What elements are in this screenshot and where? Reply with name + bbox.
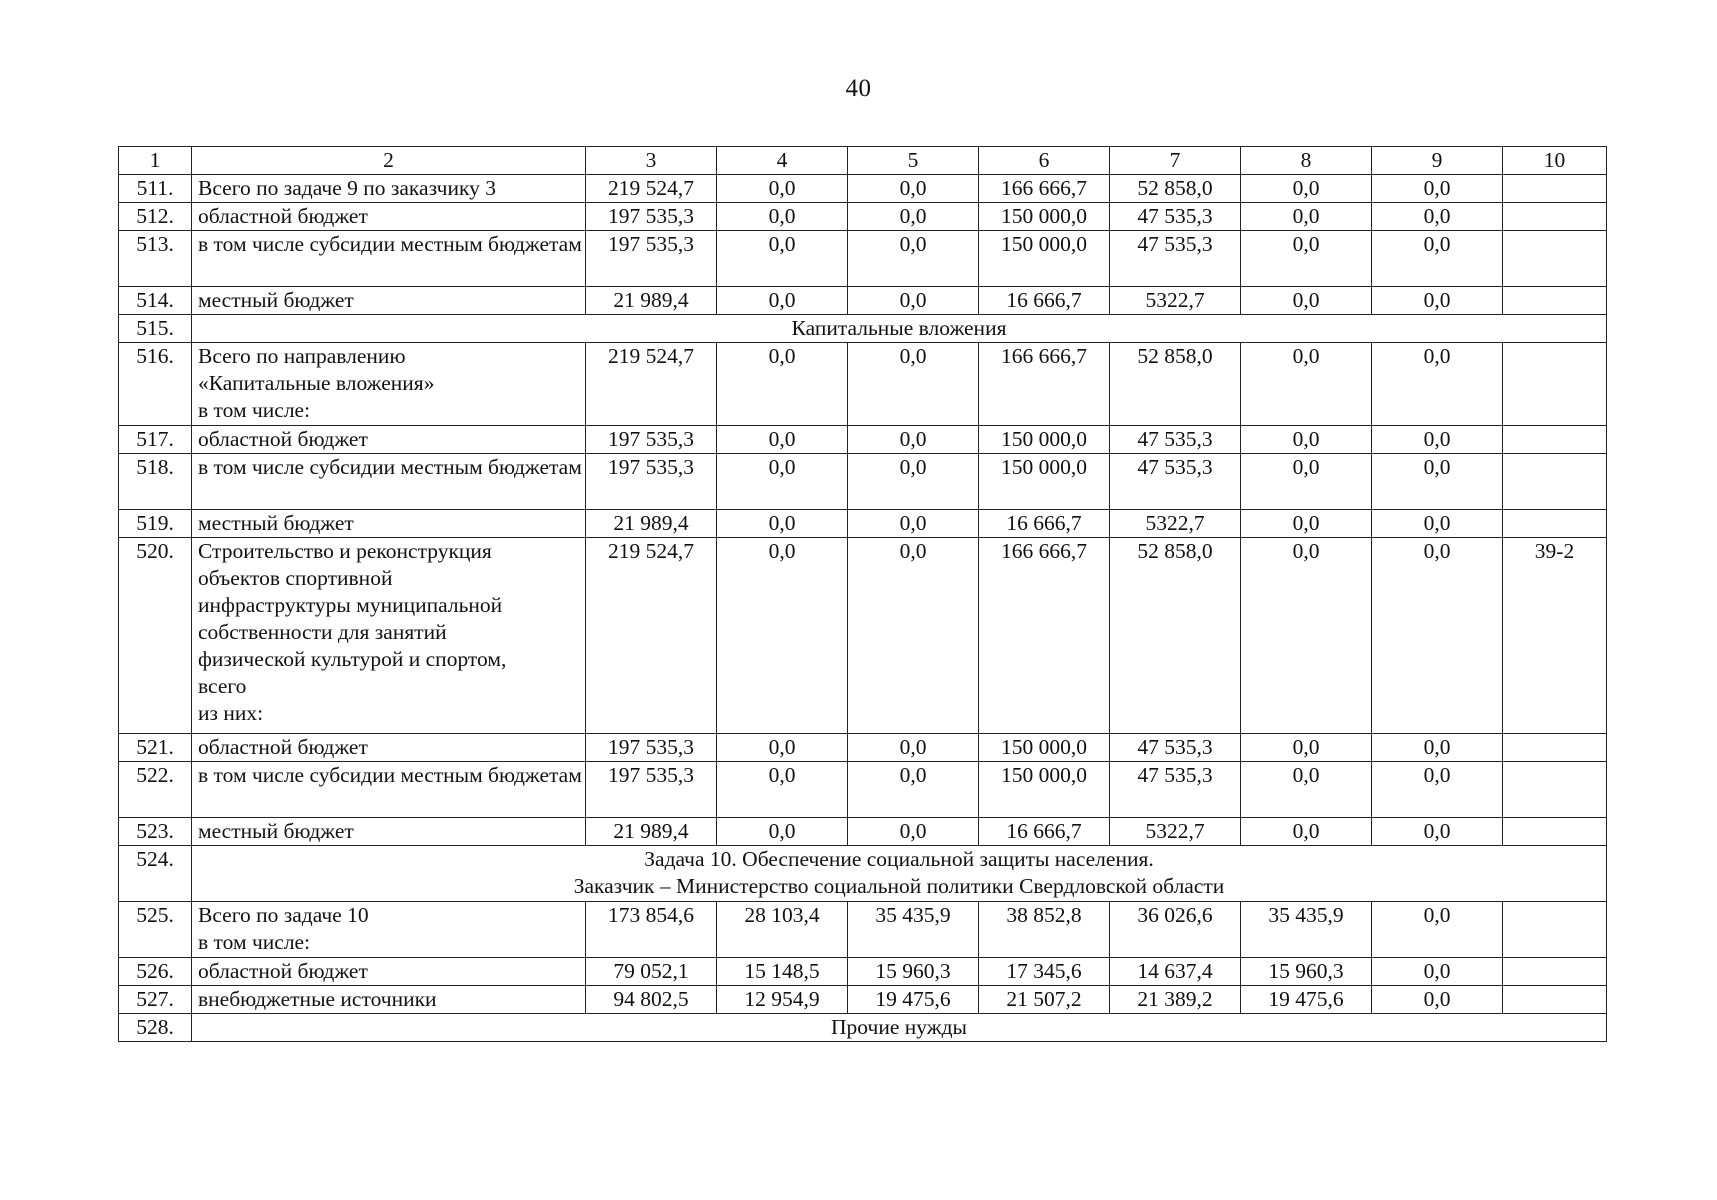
table-row: [119, 734, 1607, 762]
table-row: [119, 454, 1607, 510]
section-title: [192, 1014, 1607, 1042]
section-row: [119, 315, 1607, 343]
amount-cell: 0,0: [1241, 510, 1372, 538]
amount-cell: 35 435,9: [848, 902, 979, 958]
amount-cell: 166 666,7: [979, 538, 1110, 734]
row-label: областной бюджет: [192, 203, 586, 231]
amount-cell: 0,0: [717, 454, 848, 510]
row-number: 526.: [119, 958, 192, 986]
section-title-line: Заказчик – Министерство социальной политики Свердловской области: [573, 874, 1225, 898]
amount-cell: 0,0: [1241, 818, 1372, 846]
row-label-line: из них:: [198, 701, 264, 725]
amount-cell: 16 666,7: [979, 287, 1110, 315]
reference-cell: [1503, 203, 1607, 231]
row-label: внебюджетные источники: [192, 986, 586, 1014]
row-number: 522.: [119, 762, 192, 818]
row-number: 520.: [119, 538, 192, 734]
amount-cell: 17 345,6: [979, 958, 1110, 986]
amount-cell: 0,0: [1372, 175, 1503, 203]
table-row: [119, 175, 1607, 203]
amount-cell: 0,0: [1372, 287, 1503, 315]
table-row: [119, 538, 1607, 734]
row-number: 519.: [119, 510, 192, 538]
table-row: [119, 986, 1607, 1014]
amount-cell: 0,0: [717, 762, 848, 818]
amount-cell: 19 475,6: [848, 986, 979, 1014]
amount-cell: 0,0: [848, 762, 979, 818]
amount-cell: 0,0: [717, 510, 848, 538]
amount-cell: 0,0: [1372, 203, 1503, 231]
reference-cell: [1503, 287, 1607, 315]
amount-cell: 0,0: [717, 175, 848, 203]
section-title-line: Задача 10. Обеспечение социальной защиты населения.: [644, 847, 1154, 871]
row-number: 523.: [119, 818, 192, 846]
amount-cell: 0,0: [848, 343, 979, 426]
amount-cell: 47 535,3: [1110, 454, 1241, 510]
row-label: местный бюджет: [192, 510, 586, 538]
amount-cell: 36 026,6: [1110, 902, 1241, 958]
amount-cell: 0,0: [1372, 762, 1503, 818]
row-label: областной бюджет: [192, 426, 586, 454]
column-header: 7: [1110, 147, 1241, 175]
amount-cell: 12 954,9: [717, 986, 848, 1014]
row-label: [192, 902, 586, 958]
amount-cell: 150 000,0: [979, 426, 1110, 454]
row-label-line: Всего по направлению: [198, 344, 406, 368]
amount-cell: 0,0: [1241, 762, 1372, 818]
row-label-line: всего: [198, 674, 247, 698]
amount-cell: 52 858,0: [1110, 538, 1241, 734]
reference-cell: [1503, 426, 1607, 454]
amount-cell: 0,0: [717, 343, 848, 426]
amount-cell: 52 858,0: [1110, 175, 1241, 203]
table-row: [119, 287, 1607, 315]
amount-cell: 150 000,0: [979, 203, 1110, 231]
amount-cell: 0,0: [1372, 902, 1503, 958]
row-label-line: в том числе:: [198, 398, 311, 422]
amount-cell: 5322,7: [1110, 510, 1241, 538]
amount-cell: 21 507,2: [979, 986, 1110, 1014]
amount-cell: 150 000,0: [979, 231, 1110, 287]
row-number: 528.: [119, 1014, 192, 1042]
row-label-line: Строительство и реконструкция: [198, 539, 492, 563]
amount-cell: 219 524,7: [586, 538, 717, 734]
table-row: [119, 818, 1607, 846]
reference-cell: [1503, 986, 1607, 1014]
reference-cell: [1503, 734, 1607, 762]
amount-cell: 0,0: [1241, 231, 1372, 287]
amount-cell: 15 960,3: [1241, 958, 1372, 986]
column-header: 4: [717, 147, 848, 175]
row-label-line: собственности для занятий: [198, 620, 447, 644]
amount-cell: 47 535,3: [1110, 231, 1241, 287]
amount-cell: 150 000,0: [979, 454, 1110, 510]
amount-cell: 0,0: [1241, 454, 1372, 510]
amount-cell: 47 535,3: [1110, 762, 1241, 818]
row-number: 512.: [119, 203, 192, 231]
table-body: [119, 175, 1607, 1042]
amount-cell: 0,0: [1372, 343, 1503, 426]
row-label: областной бюджет: [192, 958, 586, 986]
column-number-row: [119, 147, 1607, 175]
amount-cell: 0,0: [1241, 287, 1372, 315]
amount-cell: 0,0: [1241, 343, 1372, 426]
amount-cell: 14 637,4: [1110, 958, 1241, 986]
reference-cell: [1503, 818, 1607, 846]
row-label-line: Всего по задаче 10: [198, 903, 369, 927]
amount-cell: 0,0: [1372, 986, 1503, 1014]
row-label: в том числе субсидии местным бюджетам: [192, 454, 586, 510]
amount-cell: 0,0: [717, 426, 848, 454]
reference-cell: [1503, 175, 1607, 203]
amount-cell: 0,0: [1372, 734, 1503, 762]
section-title-line: Капитальные вложения: [791, 316, 1007, 340]
row-label: местный бюджет: [192, 818, 586, 846]
amount-cell: 79 052,1: [586, 958, 717, 986]
row-label-line: физической культурой и спортом,: [198, 647, 507, 671]
amount-cell: 197 535,3: [586, 203, 717, 231]
row-number: 511.: [119, 175, 192, 203]
amount-cell: 0,0: [717, 287, 848, 315]
row-number: 525.: [119, 902, 192, 958]
section-title: [192, 846, 1607, 902]
amount-cell: 0,0: [1241, 734, 1372, 762]
row-label-line: инфраструктуры муниципальной: [198, 593, 503, 617]
reference-cell: [1503, 454, 1607, 510]
amount-cell: 16 666,7: [979, 510, 1110, 538]
reference-cell: [1503, 902, 1607, 958]
section-title: [192, 315, 1607, 343]
amount-cell: 47 535,3: [1110, 426, 1241, 454]
amount-cell: 0,0: [1372, 454, 1503, 510]
row-number: 514.: [119, 287, 192, 315]
amount-cell: 15 960,3: [848, 958, 979, 986]
table-row: [119, 203, 1607, 231]
amount-cell: 0,0: [1372, 426, 1503, 454]
reference-cell: [1503, 510, 1607, 538]
amount-cell: 197 535,3: [586, 762, 717, 818]
amount-cell: 19 475,6: [1241, 986, 1372, 1014]
reference-cell: [1503, 762, 1607, 818]
section-title-line: Прочие нужды: [831, 1015, 967, 1039]
amount-cell: 0,0: [1372, 510, 1503, 538]
amount-cell: 0,0: [848, 175, 979, 203]
amount-cell: 0,0: [717, 538, 848, 734]
amount-cell: 0,0: [848, 510, 979, 538]
section-row: [119, 1014, 1607, 1042]
amount-cell: 15 148,5: [717, 958, 848, 986]
amount-cell: 0,0: [848, 203, 979, 231]
column-header: 5: [848, 147, 979, 175]
amount-cell: 197 535,3: [586, 426, 717, 454]
amount-cell: 219 524,7: [586, 343, 717, 426]
column-header: 10: [1503, 147, 1607, 175]
row-number: 515.: [119, 315, 192, 343]
table-row: [119, 231, 1607, 287]
amount-cell: 166 666,7: [979, 343, 1110, 426]
amount-cell: 21 389,2: [1110, 986, 1241, 1014]
amount-cell: 0,0: [1372, 958, 1503, 986]
amount-cell: 35 435,9: [1241, 902, 1372, 958]
row-label: [192, 343, 586, 426]
amount-cell: 173 854,6: [586, 902, 717, 958]
table-row: [119, 343, 1607, 426]
amount-cell: 0,0: [848, 538, 979, 734]
amount-cell: 0,0: [1241, 538, 1372, 734]
amount-cell: 0,0: [1241, 203, 1372, 231]
amount-cell: 0,0: [1241, 175, 1372, 203]
amount-cell: 47 535,3: [1110, 734, 1241, 762]
reference-cell: [1503, 343, 1607, 426]
amount-cell: 94 802,5: [586, 986, 717, 1014]
amount-cell: 219 524,7: [586, 175, 717, 203]
row-label: местный бюджет: [192, 287, 586, 315]
row-label-line: в том числе:: [198, 930, 311, 954]
amount-cell: 197 535,3: [586, 454, 717, 510]
row-label-line: «Капитальные вложения»: [198, 371, 435, 395]
row-label: в том числе субсидии местным бюджетам: [192, 762, 586, 818]
amount-cell: 0,0: [717, 203, 848, 231]
table-row: [119, 958, 1607, 986]
budget-table: [118, 146, 1607, 1042]
amount-cell: 0,0: [1372, 818, 1503, 846]
row-number: 517.: [119, 426, 192, 454]
amount-cell: 0,0: [848, 426, 979, 454]
section-row: [119, 846, 1607, 902]
amount-cell: 21 989,4: [586, 287, 717, 315]
amount-cell: 197 535,3: [586, 231, 717, 287]
amount-cell: 0,0: [1372, 231, 1503, 287]
row-number: 516.: [119, 343, 192, 426]
table-row: [119, 762, 1607, 818]
page-number: 40: [845, 75, 872, 102]
reference-cell: [1503, 231, 1607, 287]
column-header: 9: [1372, 147, 1503, 175]
column-header: 8: [1241, 147, 1372, 175]
row-number: 521.: [119, 734, 192, 762]
column-header: 2: [192, 147, 586, 175]
amount-cell: 21 989,4: [586, 510, 717, 538]
row-number: 513.: [119, 231, 192, 287]
table-row: [119, 426, 1607, 454]
column-header: 3: [586, 147, 717, 175]
amount-cell: 166 666,7: [979, 175, 1110, 203]
amount-cell: 0,0: [1241, 426, 1372, 454]
amount-cell: 0,0: [848, 734, 979, 762]
table-row: [119, 510, 1607, 538]
amount-cell: 0,0: [848, 287, 979, 315]
table-row: [119, 902, 1607, 958]
reference-cell: [1503, 958, 1607, 986]
amount-cell: 52 858,0: [1110, 343, 1241, 426]
row-number: 527.: [119, 986, 192, 1014]
row-label: в том числе субсидии местным бюджетам: [192, 231, 586, 287]
amount-cell: 16 666,7: [979, 818, 1110, 846]
amount-cell: 47 535,3: [1110, 203, 1241, 231]
amount-cell: 28 103,4: [717, 902, 848, 958]
row-label-line: объектов спортивной: [198, 566, 393, 590]
amount-cell: 5322,7: [1110, 818, 1241, 846]
amount-cell: 150 000,0: [979, 762, 1110, 818]
amount-cell: 197 535,3: [586, 734, 717, 762]
amount-cell: 38 852,8: [979, 902, 1110, 958]
amount-cell: 150 000,0: [979, 734, 1110, 762]
amount-cell: 0,0: [848, 231, 979, 287]
row-number: 518.: [119, 454, 192, 510]
amount-cell: 5322,7: [1110, 287, 1241, 315]
row-label: областной бюджет: [192, 734, 586, 762]
amount-cell: 0,0: [717, 818, 848, 846]
row-label: Всего по задаче 9 по заказчику 3: [192, 175, 586, 203]
amount-cell: 0,0: [717, 231, 848, 287]
row-label: [192, 538, 586, 734]
amount-cell: 0,0: [717, 734, 848, 762]
reference-cell: 39-2: [1503, 538, 1607, 734]
column-header: 1: [119, 147, 192, 175]
column-header: 6: [979, 147, 1110, 175]
amount-cell: 0,0: [848, 454, 979, 510]
row-number: 524.: [119, 846, 192, 902]
amount-cell: 0,0: [1372, 538, 1503, 734]
amount-cell: 0,0: [848, 818, 979, 846]
amount-cell: 21 989,4: [586, 818, 717, 846]
